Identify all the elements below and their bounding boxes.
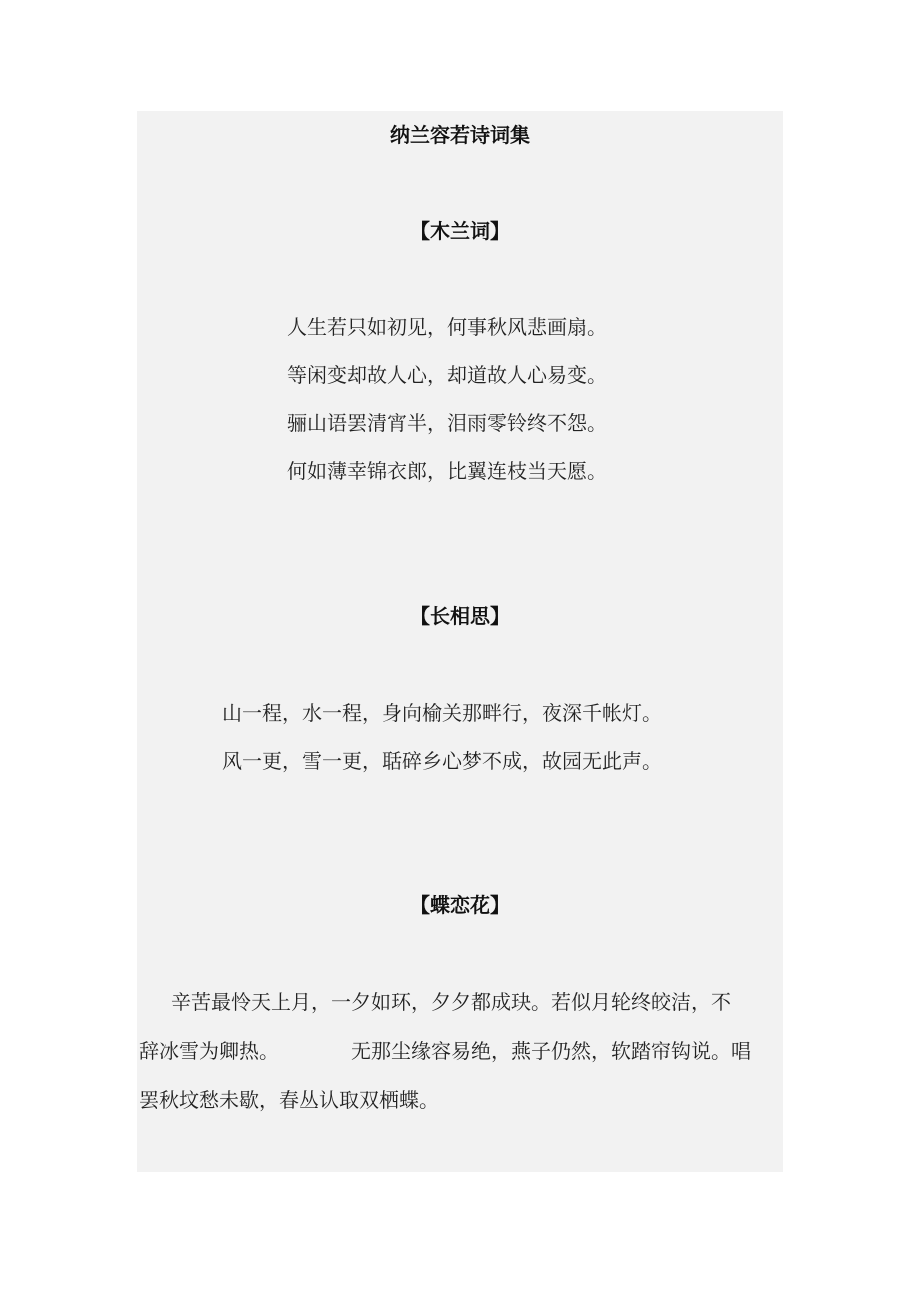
prose-line	[139, 1076, 794, 1125]
verse-line: 何如薄幸锦衣郎，比翼连枝当天愿。	[287, 459, 607, 483]
poem-body-mulanci	[287, 303, 607, 495]
prose-text: 罢秋坟愁未歇，春丛认取双栖蝶。	[139, 1088, 439, 1112]
poem-body-dielianhua	[139, 978, 794, 1125]
document-title: 纳兰容若诗词集	[390, 123, 530, 147]
verse-line: 风一更，雪一更，聒碎乡心梦不成，故园无此声。	[222, 749, 662, 773]
prose-line	[139, 978, 794, 1027]
prose-text: 辞冰雪为卿热。	[139, 1039, 279, 1063]
verse-line: 山一程，水一程，身向榆关那畔行，夜深千帐灯。	[222, 701, 662, 725]
poem-heading-mulanci: 【木兰词】	[410, 219, 510, 243]
poem-heading-dielianhua: 【蝶恋花】	[410, 893, 510, 917]
verse-line: 等闲变却故人心，却道故人心易变。	[287, 363, 607, 387]
prose-text: 辛苦最怜天上月，一夕如环，夕夕都成玦。若似月轮终皎洁，不	[171, 990, 731, 1014]
prose-text: 无那尘缘容易绝，燕子仍然，软踏帘钩说。唱	[351, 1039, 751, 1063]
prose-line	[139, 1027, 794, 1076]
verse-line: 人生若只如初见，何事秋风悲画扇。	[287, 315, 607, 339]
poem-body-changxiangsi	[222, 689, 662, 785]
verse-line: 骊山语罢清宵半，泪雨零铃终不怨。	[287, 411, 607, 435]
poem-heading-changxiangsi: 【长相思】	[410, 604, 510, 628]
